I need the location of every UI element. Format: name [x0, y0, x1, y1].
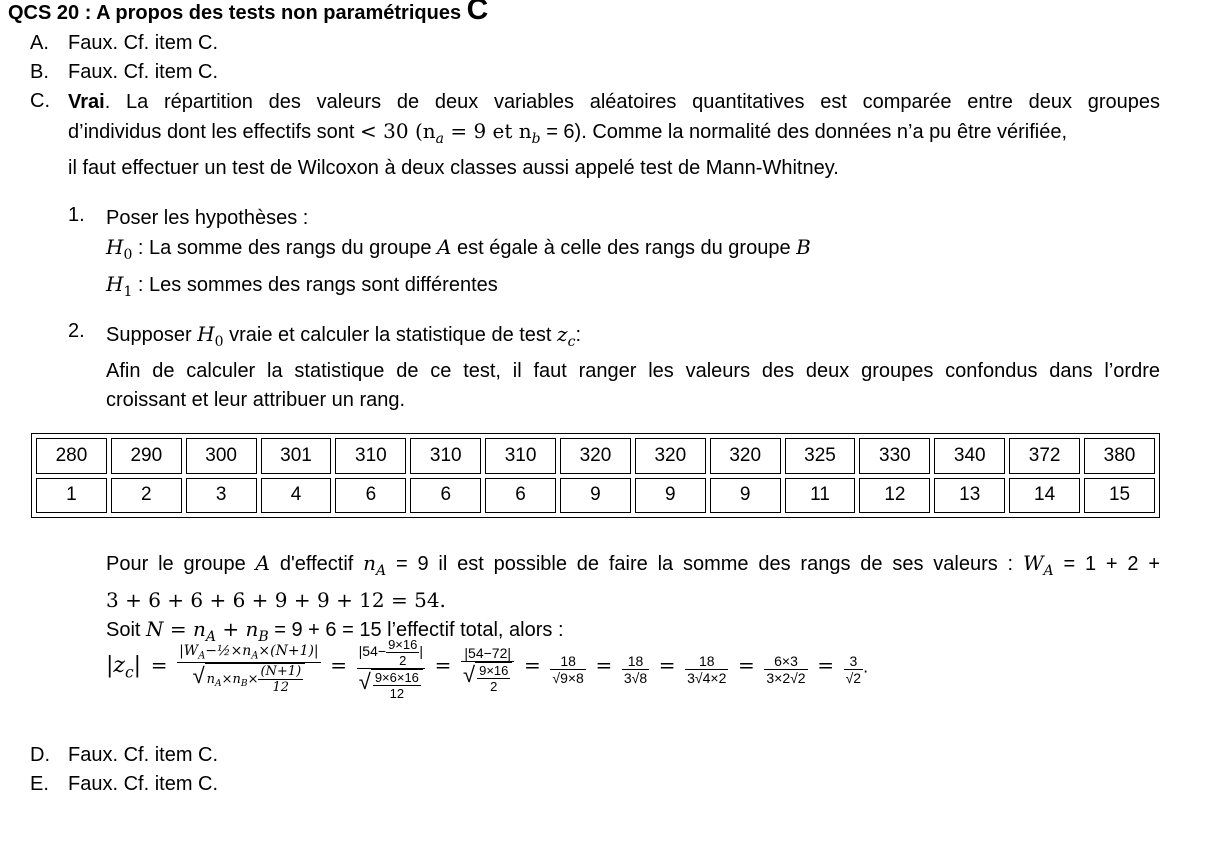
value-cell: 300: [186, 438, 257, 474]
value-cell: 380: [1084, 438, 1155, 474]
value-cell: 310: [335, 438, 406, 474]
rank-cell: 11: [785, 478, 856, 514]
rank-cell: 15: [1084, 478, 1155, 514]
rank-cell: 9: [635, 478, 706, 514]
rank-cell: 4: [261, 478, 332, 514]
ranks-table: [31, 433, 1160, 518]
ranks-row: [36, 478, 1155, 514]
rank-cell: 9: [560, 478, 631, 514]
document-page: QCS 20 : A propos des tests non paramétriques C A. Faux. Cf. item C. B. Faux. Cf. item C. C. Vrai. La répartition des valeurs de deux variables aléatoires quantitatives est comparée entre deux groupes d’individus dont les effectifs sont < 30 ($n_a = 9$ et $n_b = 6$). Comme la normalité des données n’a pu être vérifiée, il faut effectuer un test de Wilcoxon à deux classes aussi appelé test de Mann-Whitney. 1. Poser les hypothèses : $H_0$ : La somme des rangs du groupe A est égale à celle des rangs du groupe B $H_1$ : Les sommes des rangs sont différentes 2. Supposer $H_0$ vraie et calculer la statistique de test $z_c$: Afin de calculer la statistique de ce test, il faut ranger les valeurs des deux groupes confondus dans l’ordre croissant et leur attribuer un rang. 280 290 300 301 310 310 310 320 320 320 325 330 340 372 380 1 2 3 4 6 6 6 9 9 9 11 12 13 14 15 Pour le groupe A d'effectif $n_A = 9$ il est possible de faire la somme des rangs de ses valeurs : $W_A = 1 + 2$ + 3 + 6 + 6 + 6 + 9 + 9 + 12 = 54. Soit $N = n_A + n_B = 9 + 6 = 15$ l’effectif total, alors : $|z_c|$ = $|W_A-\frac{1}{2}\times n_A\times(N+1)|$ √ $n_A\times n_B\times$ $\frac{(N+1)}{12}$ = |54− $\frac{9\times 16}{2}$ | √ $\frac{9\times 6\times 16}{12}$ = |54−72| √ $\frac{9\times 16}{2}$ = $\frac{18}{√9\times 8}$ = $\frac{18}{3√8}$ = $\frac{18}{3√4\times 2}$ = $\frac{6\times 3}{3\times 2√2}$ = $\frac{3}{√2}$ . D. Faux. Cf. item C. E. Faux. Cf. item C.: [0, 0, 1210, 851]
value-cell: 310: [485, 438, 556, 474]
value-cell: 325: [785, 438, 856, 474]
value-cell: 340: [934, 438, 1005, 474]
answer-letter: C: [466, 0, 489, 26]
rank-cell: 9: [710, 478, 781, 514]
value-cell: 310: [410, 438, 481, 474]
value-cell: 290: [111, 438, 182, 474]
value-cell: 280: [36, 438, 107, 474]
value-cell: 301: [261, 438, 332, 474]
value-cell: 320: [560, 438, 631, 474]
rank-cell: 6: [485, 478, 556, 514]
rank-cell: 12: [859, 478, 930, 514]
rank-cell: 3: [186, 478, 257, 514]
rank-cell: 6: [335, 478, 406, 514]
rank-cell: 6: [410, 478, 481, 514]
rank-cell: 13: [934, 478, 1005, 514]
rank-sum-text: Pour le groupe A d'effectif $n_A = 9$ il est possible de faire la somme des rangs de ses valeurs : $W_A = 1 + 2$ + 3 + 6 + 6 + 6 + 9 + 9 + 12 = 54. Soit $N = n_A + n_B = 9 + 6 = 15$ l’effectif total, alors :: [106, 551, 1160, 645]
question-title: QCS 20 : A propos des tests non paramétriques C: [8, 0, 488, 25]
rank-cell: 2: [111, 478, 182, 514]
value-cell: 330: [859, 438, 930, 474]
value-cell: 320: [710, 438, 781, 474]
value-cell: 372: [1009, 438, 1080, 474]
rank-cell: 14: [1009, 478, 1080, 514]
value-cell: 320: [635, 438, 706, 474]
rank-cell: 1: [36, 478, 107, 514]
zc-formula: $|z_c|$ = $|W_A-\frac{1}{2}\times n_A\times(N+1)|$ √ $n_A\times n_B\times$ $\frac{(N+1)}{12}$ = |54− $\frac{9\times 16}{2}$ | √ $\frac{9\times 6\times 16}{12}$ = |54−72| √ $\frac{9\times 16}{2}$ = $\frac{18}{√9\times 8}$ = $\frac{18}{3√8}$ = $\frac{18}{3√4\times 2}$ = $\frac{6\times 3}{3\times 2√2}$ = $\frac{3}{√2}$ .: [106, 637, 869, 702]
option-c-text: Vrai. La répartition des valeurs de deux variables aléatoires quantitatives est comparée entre deux groupes d’individus dont les effectifs sont < 30 ($n_a = 9$ et $n_b = 6$). Comme la normalité des données n’a pu être vérifiée, il faut effectuer un test de Wilcoxon à deux classes aussi appelé test de Mann-Whitney.: [68, 91, 1160, 179]
values-row: [36, 438, 1155, 474]
